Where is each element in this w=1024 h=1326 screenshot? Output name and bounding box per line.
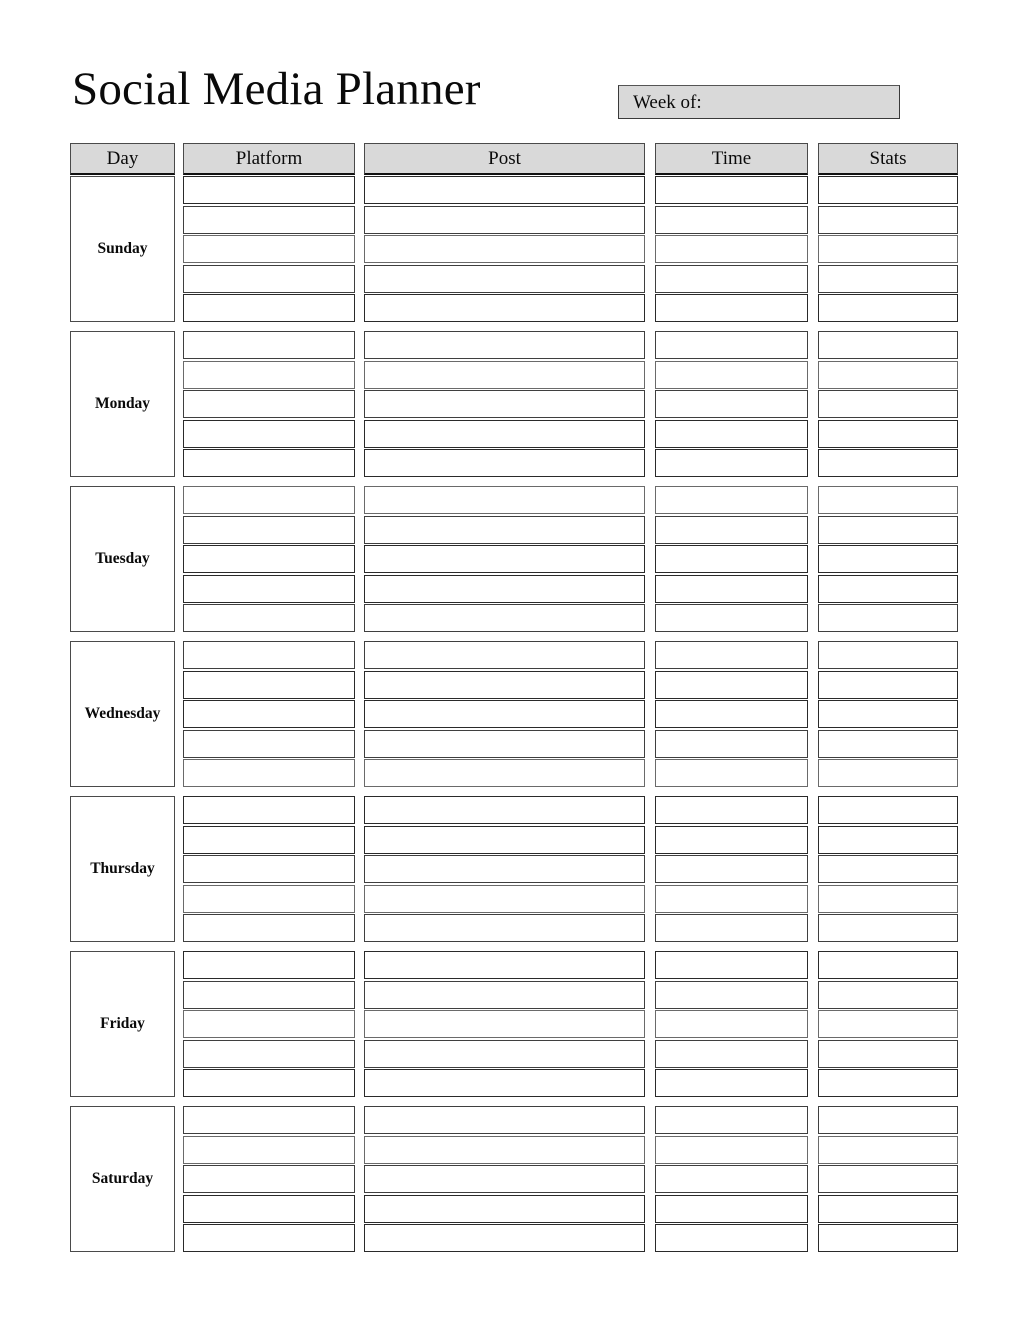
entry-cell-time[interactable] <box>655 604 808 632</box>
entry-cell-time[interactable] <box>655 516 808 544</box>
entry-stack-platform <box>183 176 355 322</box>
column-header-platform <box>183 143 355 175</box>
entry-cell-stats[interactable] <box>818 545 958 573</box>
column-header-day <box>70 143 175 175</box>
entry-cell-post[interactable] <box>364 885 645 913</box>
entry-cell-time[interactable] <box>655 420 808 448</box>
day-label: Monday <box>94 395 151 413</box>
entry-cell-time[interactable] <box>655 855 808 883</box>
entry-stack-time <box>655 331 808 477</box>
entry-cell-platform[interactable] <box>183 730 355 758</box>
entry-stack-stats <box>818 331 958 477</box>
entry-cell-time[interactable] <box>655 730 808 758</box>
entry-cell-stats[interactable] <box>818 671 958 699</box>
entry-cell-post[interactable] <box>364 914 645 942</box>
entry-cell-stats[interactable] <box>818 1106 958 1134</box>
day-label-cell-thursday <box>70 796 175 942</box>
entry-cell-platform[interactable] <box>183 420 355 448</box>
entry-cell-stats[interactable] <box>818 981 958 1009</box>
entry-cell-post[interactable] <box>364 951 645 979</box>
column-header-stats <box>818 143 958 175</box>
entry-cell-stats[interactable] <box>818 390 958 418</box>
entry-cell-platform[interactable] <box>183 206 355 234</box>
entry-cell-platform[interactable] <box>183 914 355 942</box>
entry-cell-post[interactable] <box>364 796 645 824</box>
entry-stack-platform <box>183 951 355 1097</box>
entry-cell-stats[interactable] <box>818 420 958 448</box>
entry-cell-platform[interactable] <box>183 1136 355 1164</box>
entry-cell-stats[interactable] <box>818 1224 958 1252</box>
entry-stack-stats <box>818 641 958 787</box>
day-label: Friday <box>100 1015 145 1033</box>
entry-cell-time[interactable] <box>655 1010 808 1038</box>
day-label: Saturday <box>91 1170 154 1188</box>
week-of-label: Week of: <box>633 91 702 113</box>
entry-cell-post[interactable] <box>364 449 645 477</box>
entry-cell-post[interactable] <box>364 1010 645 1038</box>
entry-cell-stats[interactable] <box>818 855 958 883</box>
entry-cell-time[interactable] <box>655 796 808 824</box>
entry-cell-time[interactable] <box>655 235 808 263</box>
entry-stack-platform <box>183 641 355 787</box>
entry-cell-time[interactable] <box>655 361 808 389</box>
entry-cell-post[interactable] <box>364 604 645 632</box>
entry-cell-platform[interactable] <box>183 759 355 787</box>
entry-cell-platform[interactable] <box>183 885 355 913</box>
entry-cell-post[interactable] <box>364 826 645 854</box>
day-row <box>0 951 1024 1097</box>
entry-cell-stats[interactable] <box>818 604 958 632</box>
entry-stack-stats <box>818 486 958 632</box>
entry-cell-post[interactable] <box>364 855 645 883</box>
entry-cell-platform[interactable] <box>183 235 355 263</box>
day-row <box>0 641 1024 787</box>
entry-cell-platform[interactable] <box>183 1165 355 1193</box>
day-label-cell-tuesday <box>70 486 175 632</box>
entry-cell-platform[interactable] <box>183 265 355 293</box>
entry-cell-time[interactable] <box>655 759 808 787</box>
entry-cell-time[interactable] <box>655 885 808 913</box>
entry-cell-post[interactable] <box>364 420 645 448</box>
entry-stack-post <box>364 796 645 942</box>
entry-stack-time <box>655 176 808 322</box>
entry-stack-stats <box>818 176 958 322</box>
entry-cell-time[interactable] <box>655 176 808 204</box>
entry-cell-time[interactable] <box>655 826 808 854</box>
entry-cell-time[interactable] <box>655 331 808 359</box>
entry-cell-stats[interactable] <box>818 331 958 359</box>
entry-cell-post[interactable] <box>364 700 645 728</box>
entry-cell-time[interactable] <box>655 449 808 477</box>
entry-cell-platform[interactable] <box>183 796 355 824</box>
entry-cell-stats[interactable] <box>818 796 958 824</box>
entry-stack-post <box>364 641 645 787</box>
entry-stack-post <box>364 176 645 322</box>
entry-cell-platform[interactable] <box>183 575 355 603</box>
entry-cell-time[interactable] <box>655 641 808 669</box>
entry-cell-time[interactable] <box>655 390 808 418</box>
entry-cell-stats[interactable] <box>818 1195 958 1223</box>
entry-cell-stats[interactable] <box>818 361 958 389</box>
entry-cell-time[interactable] <box>655 671 808 699</box>
day-label-cell-friday <box>70 951 175 1097</box>
entry-cell-stats[interactable] <box>818 176 958 204</box>
day-label: Thursday <box>90 860 155 878</box>
entry-stack-platform <box>183 331 355 477</box>
entry-stack-post <box>364 486 645 632</box>
entry-cell-platform[interactable] <box>183 981 355 1009</box>
entry-cell-platform[interactable] <box>183 1040 355 1068</box>
entry-cell-platform[interactable] <box>183 641 355 669</box>
entry-cell-post[interactable] <box>364 759 645 787</box>
day-row <box>0 176 1024 322</box>
entry-stack-stats <box>818 951 958 1097</box>
entry-stack-platform <box>183 1106 355 1252</box>
entry-stack-platform <box>183 486 355 632</box>
entry-cell-post[interactable] <box>364 1069 645 1097</box>
entry-cell-platform[interactable] <box>183 1069 355 1097</box>
entry-cell-stats[interactable] <box>818 486 958 514</box>
column-header-post <box>364 143 645 175</box>
entry-cell-stats[interactable] <box>818 575 958 603</box>
column-header-label: Stats <box>869 148 907 169</box>
entry-cell-time[interactable] <box>655 700 808 728</box>
entry-cell-post[interactable] <box>364 671 645 699</box>
column-header-time <box>655 143 808 175</box>
entry-cell-post[interactable] <box>364 641 645 669</box>
entry-cell-post[interactable] <box>364 294 645 322</box>
entry-stack-post <box>364 951 645 1097</box>
entry-stack-post <box>364 1106 645 1252</box>
day-row <box>0 1106 1024 1252</box>
entry-cell-stats[interactable] <box>818 1010 958 1038</box>
entry-cell-platform[interactable] <box>183 486 355 514</box>
entry-cell-time[interactable] <box>655 1165 808 1193</box>
entry-cell-time[interactable] <box>655 265 808 293</box>
entry-cell-stats[interactable] <box>818 235 958 263</box>
entry-cell-post[interactable] <box>364 390 645 418</box>
column-header-label: Post <box>488 148 521 169</box>
entry-cell-stats[interactable] <box>818 516 958 544</box>
entry-cell-platform[interactable] <box>183 671 355 699</box>
entry-cell-platform[interactable] <box>183 826 355 854</box>
entry-cell-time[interactable] <box>655 1069 808 1097</box>
entry-cell-platform[interactable] <box>183 855 355 883</box>
entry-cell-stats[interactable] <box>818 730 958 758</box>
entry-cell-stats[interactable] <box>818 294 958 322</box>
entry-cell-time[interactable] <box>655 545 808 573</box>
entry-cell-stats[interactable] <box>818 951 958 979</box>
entry-cell-post[interactable] <box>364 516 645 544</box>
entry-cell-platform[interactable] <box>183 1010 355 1038</box>
entry-cell-post[interactable] <box>364 1136 645 1164</box>
entry-cell-time[interactable] <box>655 575 808 603</box>
entry-cell-platform[interactable] <box>183 294 355 322</box>
entry-stack-time <box>655 951 808 1097</box>
day-row <box>0 331 1024 477</box>
column-header-label: Day <box>106 148 139 169</box>
entry-cell-platform[interactable] <box>183 951 355 979</box>
entry-cell-platform[interactable] <box>183 545 355 573</box>
day-row <box>0 796 1024 942</box>
entry-cell-stats[interactable] <box>818 1136 958 1164</box>
entry-stack-time <box>655 1106 808 1252</box>
day-label-cell-sunday <box>70 176 175 322</box>
entry-cell-platform[interactable] <box>183 1106 355 1134</box>
day-label: Wednesday <box>84 705 161 723</box>
entry-cell-post[interactable] <box>364 1224 645 1252</box>
entry-cell-stats[interactable] <box>818 641 958 669</box>
entry-cell-stats[interactable] <box>818 1069 958 1097</box>
entry-cell-post[interactable] <box>364 361 645 389</box>
page-title: Social Media Planner <box>72 63 481 115</box>
day-label: Tuesday <box>95 550 150 568</box>
entry-stack-time <box>655 641 808 787</box>
entry-cell-stats[interactable] <box>818 826 958 854</box>
entry-cell-post[interactable] <box>364 235 645 263</box>
entry-cell-time[interactable] <box>655 1224 808 1252</box>
entry-cell-post[interactable] <box>364 1040 645 1068</box>
entry-cell-post[interactable] <box>364 1106 645 1134</box>
entry-stack-time <box>655 486 808 632</box>
entry-cell-time[interactable] <box>655 206 808 234</box>
day-label-cell-monday <box>70 331 175 477</box>
entry-cell-stats[interactable] <box>818 700 958 728</box>
day-label-cell-saturday <box>70 1106 175 1252</box>
entry-cell-post[interactable] <box>364 1195 645 1223</box>
entry-cell-platform[interactable] <box>183 361 355 389</box>
entry-stack-platform <box>183 796 355 942</box>
entry-cell-platform[interactable] <box>183 449 355 477</box>
entry-cell-post[interactable] <box>364 1165 645 1193</box>
entry-cell-platform[interactable] <box>183 1195 355 1223</box>
entry-stack-time <box>655 796 808 942</box>
entry-cell-time[interactable] <box>655 294 808 322</box>
column-header-label: Platform <box>235 148 303 169</box>
entry-cell-post[interactable] <box>364 331 645 359</box>
entry-cell-stats[interactable] <box>818 759 958 787</box>
entry-cell-time[interactable] <box>655 1106 808 1134</box>
entry-cell-post[interactable] <box>364 265 645 293</box>
entry-cell-stats[interactable] <box>818 206 958 234</box>
entry-cell-stats[interactable] <box>818 265 958 293</box>
entry-cell-platform[interactable] <box>183 700 355 728</box>
entry-cell-platform[interactable] <box>183 390 355 418</box>
day-row <box>0 486 1024 632</box>
entry-cell-time[interactable] <box>655 951 808 979</box>
entry-cell-post[interactable] <box>364 575 645 603</box>
entry-cell-time[interactable] <box>655 1136 808 1164</box>
entry-cell-post[interactable] <box>364 486 645 514</box>
entry-cell-stats[interactable] <box>818 914 958 942</box>
entry-cell-platform[interactable] <box>183 516 355 544</box>
entry-cell-platform[interactable] <box>183 1224 355 1252</box>
entry-cell-time[interactable] <box>655 1040 808 1068</box>
entry-stack-stats <box>818 1106 958 1252</box>
entry-stack-post <box>364 331 645 477</box>
day-label-cell-wednesday <box>70 641 175 787</box>
entry-cell-time[interactable] <box>655 1195 808 1223</box>
entry-cell-stats[interactable] <box>818 449 958 477</box>
entry-cell-post[interactable] <box>364 545 645 573</box>
entry-cell-stats[interactable] <box>818 885 958 913</box>
entry-cell-time[interactable] <box>655 981 808 1009</box>
entry-cell-stats[interactable] <box>818 1165 958 1193</box>
entry-cell-time[interactable] <box>655 914 808 942</box>
entry-cell-post[interactable] <box>364 176 645 204</box>
entry-cell-post[interactable] <box>364 981 645 1009</box>
entry-cell-platform[interactable] <box>183 604 355 632</box>
column-header-label: Time <box>711 148 752 169</box>
entry-stack-stats <box>818 796 958 942</box>
entry-cell-platform[interactable] <box>183 176 355 204</box>
entry-cell-stats[interactable] <box>818 1040 958 1068</box>
entry-cell-post[interactable] <box>364 206 645 234</box>
entry-cell-post[interactable] <box>364 730 645 758</box>
entry-cell-time[interactable] <box>655 486 808 514</box>
entry-cell-platform[interactable] <box>183 331 355 359</box>
day-label: Sunday <box>97 240 148 258</box>
